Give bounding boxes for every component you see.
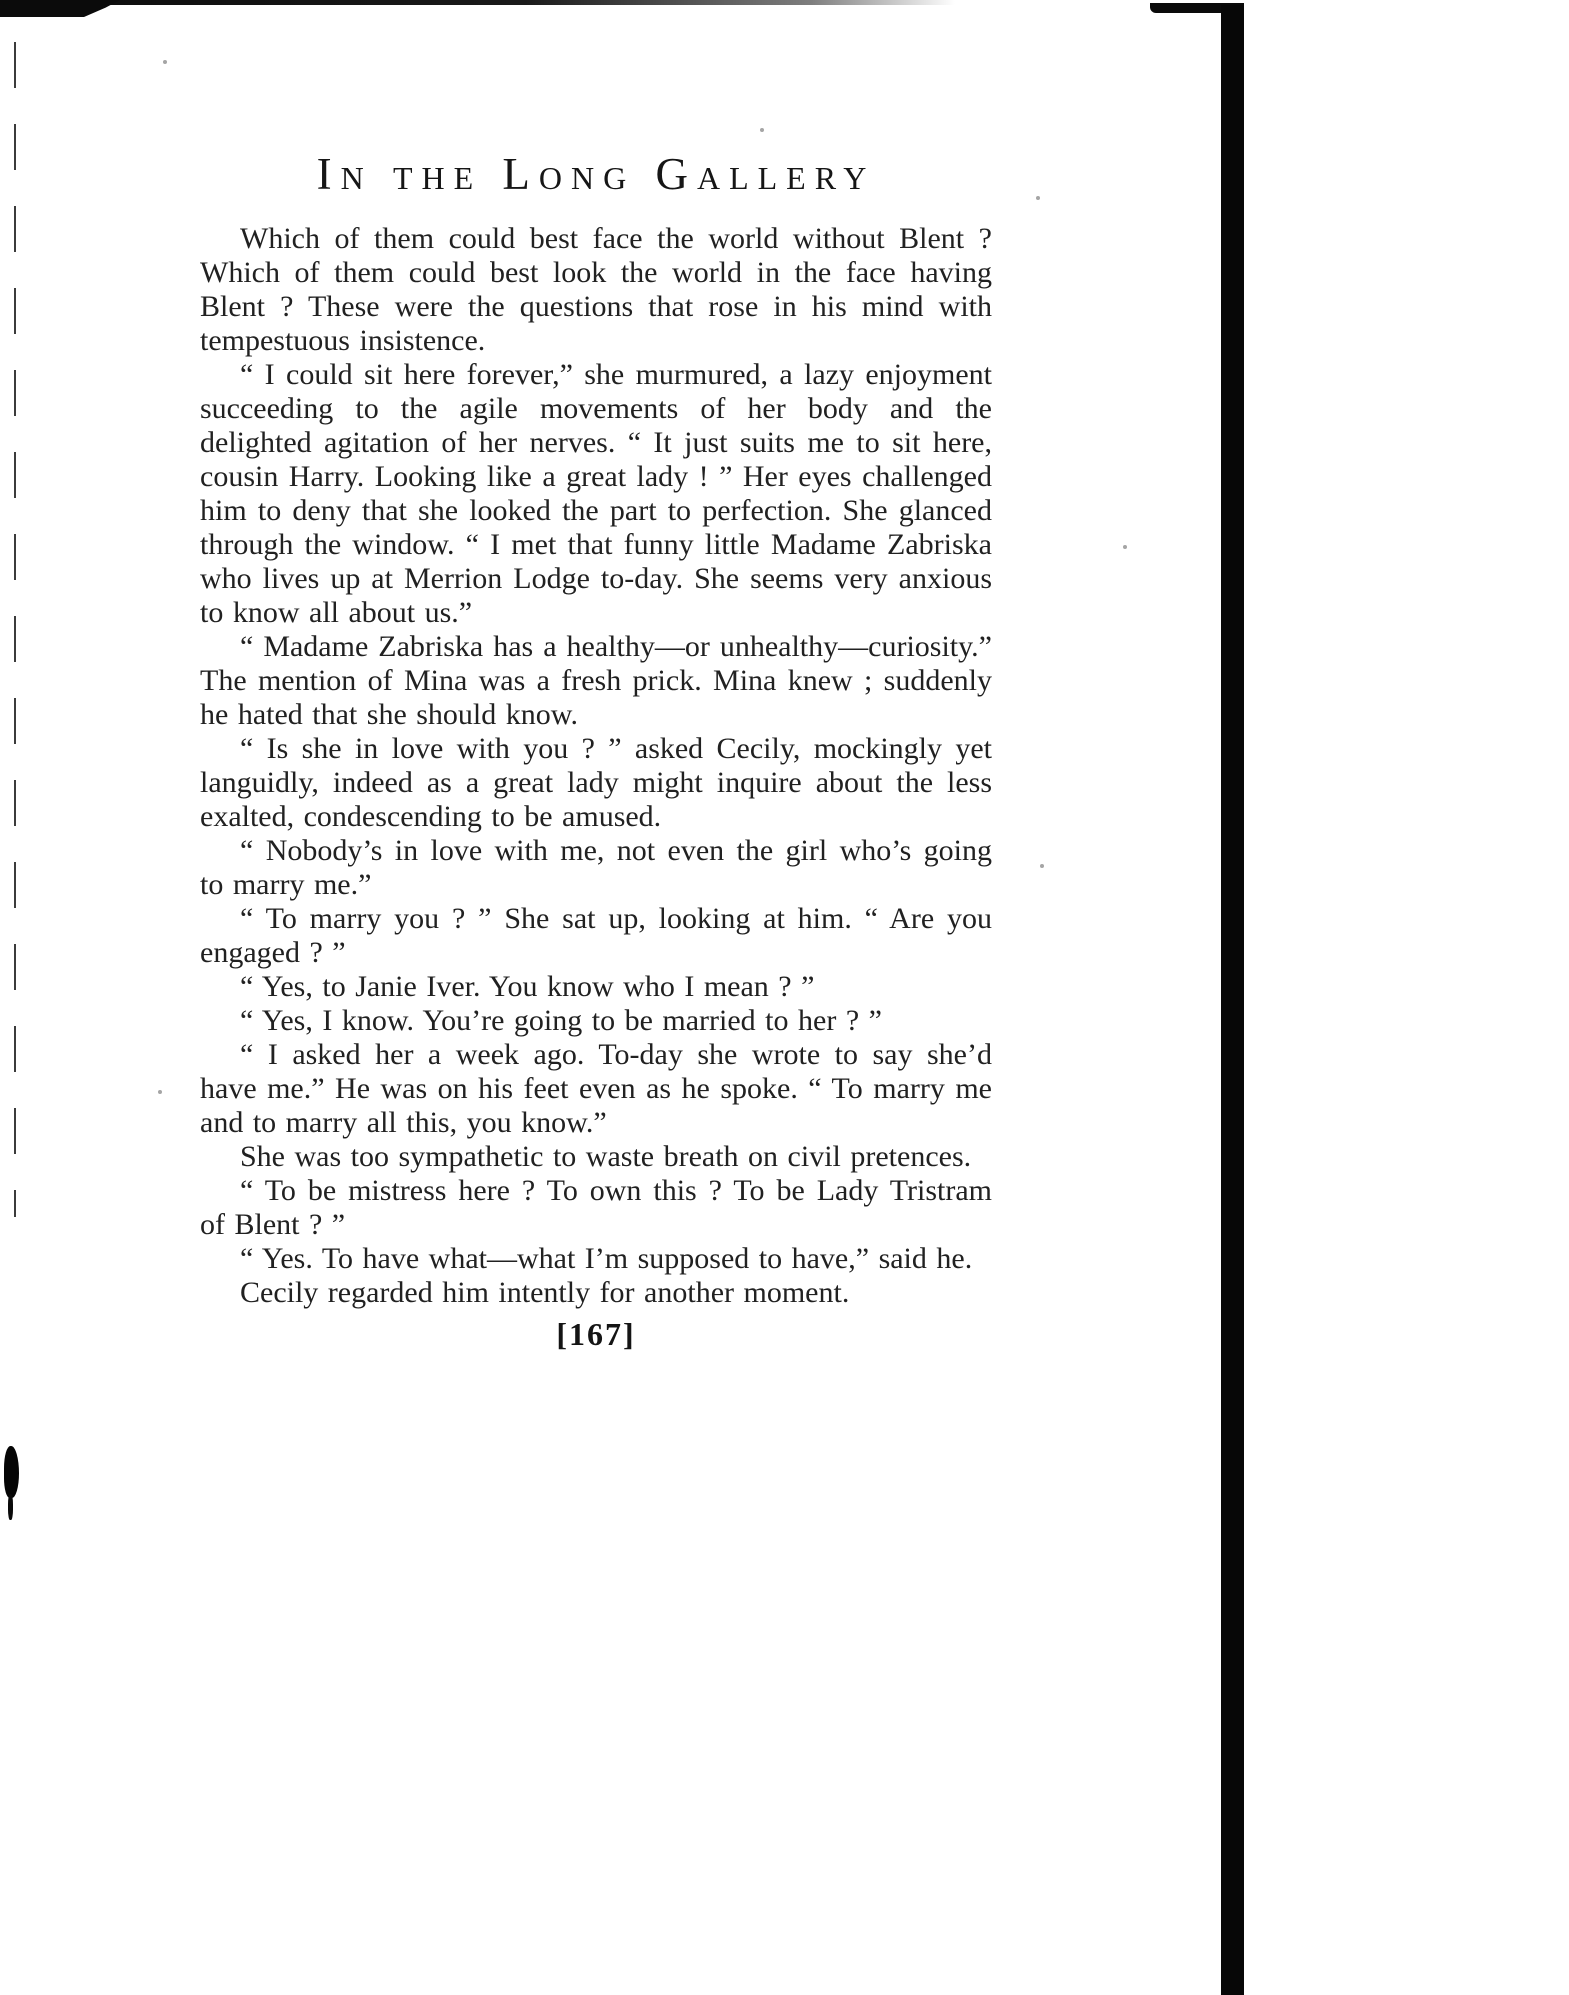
paragraph: “ Is she in love with you ? ” asked Cecily, mockingly yet languidly, indeed as a great lady might inquire about the less exalted, condescending to be amused.: [200, 732, 992, 833]
dust-speck: [1040, 864, 1044, 868]
text-block: [200, 148, 992, 1353]
scan-artifact-top-edge-line: [0, 0, 955, 5]
scan-artifact-right-edge-bar: [1221, 5, 1244, 1995]
dust-speck: [760, 128, 764, 132]
scan-artifact-left-margin-line: [14, 42, 16, 1217]
page-number: [167]: [556, 1316, 636, 1352]
page-title: In the Long Gallery: [316, 149, 876, 199]
dust-speck: [163, 60, 167, 64]
paragraph: “ To marry you ? ” She sat up, looking at him. “ Are you engaged ? ”: [200, 902, 992, 969]
paragraph: Cecily regarded him intently for another moment.: [240, 1276, 850, 1309]
paragraph: “ Yes. To have what—what I’m supposed to have,” said he.: [240, 1242, 973, 1275]
paragraph: “ I could sit here forever,” she murmured, a lazy enjoyment succeeding to the agile movements of her body and the delighted agitation of her nerves. “ It just suits me to sit here, cousin Harry. Looking like a great lady ! ” Her eyes challenged him to deny that she looked the part to perfection. She glanced through the window. “ I met that funny little Madame Zabriska who lives up at Merrion Lodge to-day. She seems very anxious to know all about us.”: [200, 358, 992, 629]
paragraph: “ To be mistress here ? To own this ? To be Lady Tristram of Blent ? ”: [200, 1174, 992, 1241]
scan-artifact-left-ink-blot: [4, 1446, 19, 1498]
dust-speck: [158, 1090, 162, 1094]
scan-artifact-top-left-blob: [0, 0, 120, 17]
scan-artifact-left-ink-blot-tail: [8, 1494, 13, 1520]
scan-artifact-top-right-cap: [1150, 3, 1244, 13]
paragraph: “ Yes, I know. You’re going to be married to her ? ”: [240, 1004, 882, 1037]
paragraph: She was too sympathetic to waste breath on civil pretences.: [240, 1140, 972, 1173]
dust-speck: [1036, 196, 1040, 200]
paragraph: Which of them could best face the world without Blent ? Which of them could best look the world in the face having Blent ? These were the questions that rose in his mind with tempestuous insistence.: [200, 222, 992, 357]
paragraph: “ Yes, to Janie Iver. You know who I mean ? ”: [240, 970, 815, 1003]
paragraph: “ Madame Zabriska has a healthy—or unhealthy—curiosity.” The mention of Mina was a fresh prick. Mina knew ; suddenly he hated that she should know.: [200, 630, 992, 731]
dust-speck: [1123, 545, 1127, 549]
paragraph: “ Nobody’s in love with me, not even the girl who’s going to marry me.”: [200, 834, 992, 901]
paragraph: “ I asked her a week ago. To-day she wrote to say she’d have me.” He was on his feet even as he spoke. “ To marry me and to marry all this, you know.”: [200, 1038, 992, 1139]
